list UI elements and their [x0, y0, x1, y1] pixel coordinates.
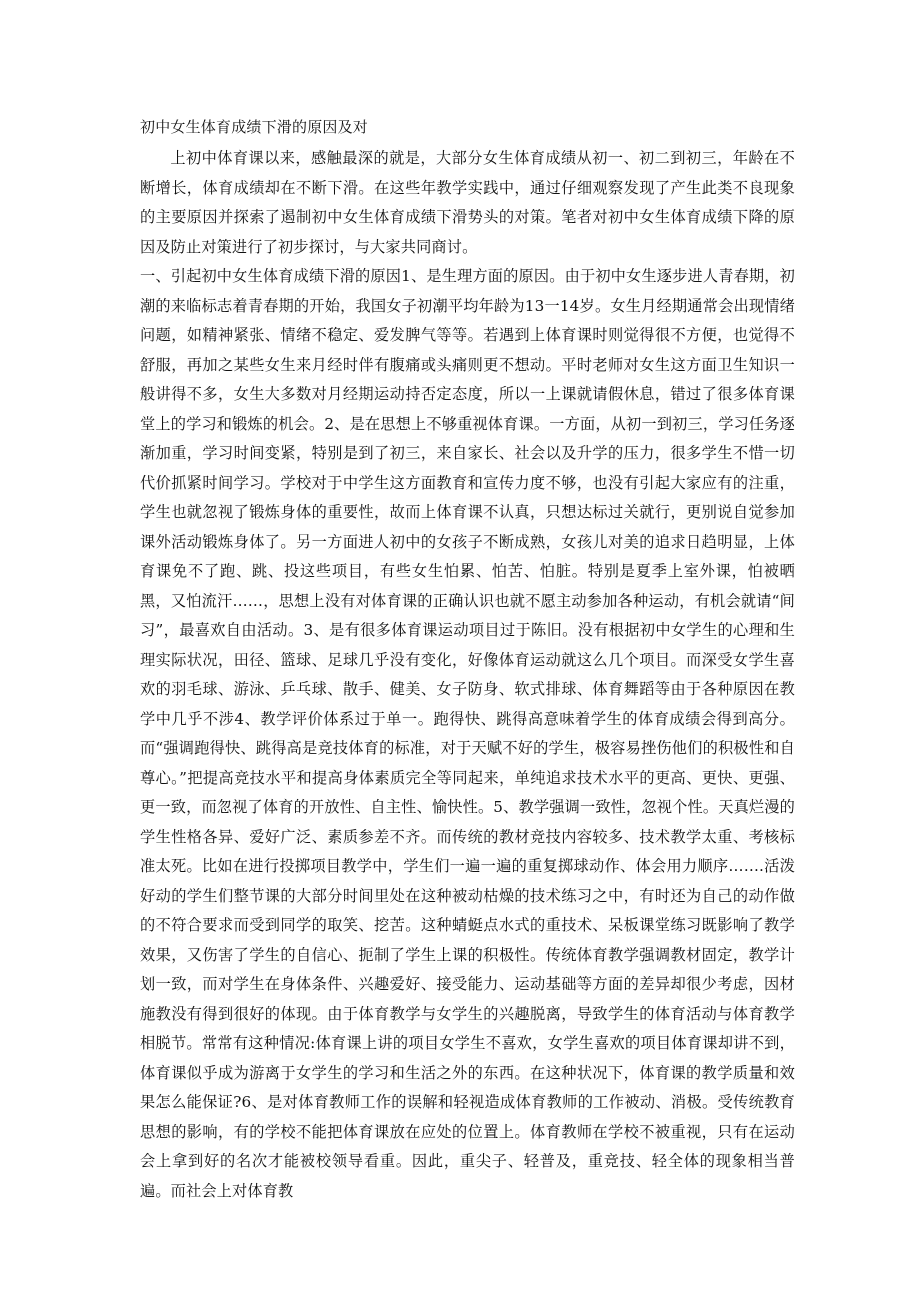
body-paragraph: 一、引起初中女生体育成绩下滑的原因1、是生理方面的原因。由于初中女生逐步进人青春期，初潮的来临标志着青春期的开始，我国女子初潮平均年龄为13一14岁。女生月经期通常会出现情绪问题，如精神紧张、情绪不稳定、爱发脾气等等。若遇到上体育课时则觉得很不方便，也觉得不舒服，再加之某些女生来月经时伴有腹痛或头痛则更不想动。平时老师对女生这方面卫生知识一般讲得不多，女生大多数对月经期运动持否定态度，所以一上课就请假休息，错过了很多体育课堂上的学习和锻炼的机会。2、是在思想上不够重视体育课。一方面，从初一到初三，学习任务逐渐加重，学习时间变紧，特别是到了初三，来自家长、社会以及升学的压力，很多学生不惜一切代价抓紧时间学习。学校对于中学生这方面教育和宣传力度不够，也没有引起大家应有的注重，学生也就忽视了锻炼身体的重要性，故而上体育课不认真，只想达标过关就行，更别说自觉参加课外活动锻炼身体了。另一方面进人初中的女孩子不断成熟，女孩儿对美的追求日趋明显，上体育课免不了跑、跳、投这些项目，有些女生怕累、怕苦、怕脏。特别是夏季上室外课，怕被晒黑，又怕流汗……，思想上没有对体育课的正确认识也就不愿主动参加各种运动，有机会就请“间习”，最喜欢自由活动。3、是有很多体育课运动项目过于陈旧。没有根据初中女学生的心理和生理实际状况，田径、篮球、足球几乎没有变化，好像体育运动就这么几个项目。而深受女学生喜欢的羽毛球、游泳、乒乓球、散手、健美、女子防身、软式排球、体育舞蹈等由于各种原因在教学中几乎不涉4、教学评价体系过于单一。跑得快、跳得高意味着学生的体育成绩会得到高分。而“强调跑得快、跳得高是竞技体育的标准，对于天赋不好的学生，极容易挫伤他们的积极性和自尊心。”把提高竞技水平和提高身体素质完全等同起来，单纯追求技术水平的更高、更快、更强、更一致，而忽视了体育的开放性、自主性、愉快性。5、教学强调一致性，忽视个性。天真烂漫的学生性格各异、爱好广泛、素质参差不齐。而传统的教材竞技内容较多、技术教学太重、考核标准太死。比如在进行投掷项目教学中，学生们一遍一遍的重复掷球动作、体会用力顺序…….活泼好动的学生们整节课的大部分时间里处在这种被动枯燥的技术练习之中，有时还为自己的动作做的不符合要求而受到同学的取笑、挖苦。这种蜻蜓点水式的重技术、呆板课堂练习既影响了教学效果，又伤害了学生的自信心、扼制了学生上课的积极性。传统体育教学强调教材固定，教学计划一致，而对学生在身体条件、兴趣爱好、接受能力、运动基础等方面的差异却很少考虑，因材施教没有得到很好的体现。由于体育教学与女学生的兴趣脱离，导致学生的体育活动与体育教学相脱节。常常有这种情况:体育课上讲的项目女学生不喜欢，女学生喜欢的项目体育课却讲不到，体育课似乎成为游离于女学生的学习和生活之外的东西。在这种状况下，体育课的教学质量和效果怎么能保证?6、是对体育教师工作的误解和轻视造成体育教师的工作被动、消极。受传统教育思想的影响，有的学校不能把体育课放在应处的位置上。体育教师在学校不被重视，只有在运动会上拿到好的名次才能被校领导看重。因此，重尖子、轻普及，重竞技、轻全体的现象相当普遍。而社会上对体育教	[140, 267, 795, 1200]
document-title: 初中女生体育成绩下滑的原因及对	[140, 118, 369, 136]
document-page	[140, 116, 795, 1206]
intro-paragraph: 上初中体育课以来，感触最深的就是，大部分女生体育成绩从初一、初二到初三，年龄在不断增长，体育成绩却在不断下滑。在这些年教学实践中，通过仔细观察发现了产生此类不良现象的主要原因并探索了遏制初中女生体育成绩下滑势头的对策。笔者对初中女生体育成绩下降的原因及防止对策进行了初步探讨，与大家共同商讨。	[140, 149, 795, 256]
